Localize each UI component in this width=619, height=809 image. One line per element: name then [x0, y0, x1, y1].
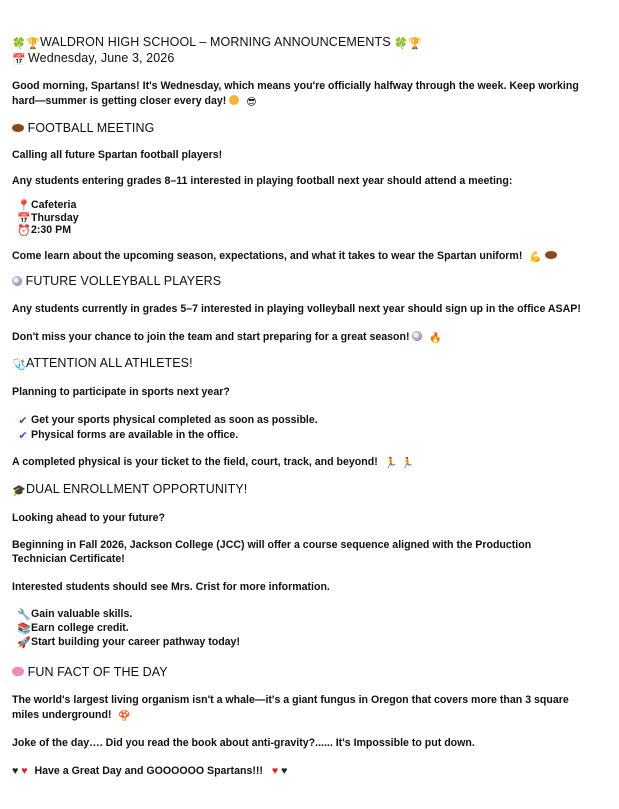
- football-info: Any students entering grades 8–11 interested in playing football next year should attend a meeting:: [12, 175, 513, 187]
- dual-item-text: Earn college credit.: [31, 622, 129, 634]
- black-heart-icon: ♥: [281, 765, 288, 777]
- funfact-line-2: [12, 708, 131, 724]
- funfact-heading-text: FUN FACT OF THE DAY: [27, 665, 168, 679]
- dual-heading-text: DUAL ENROLLMENT OPPORTUNITY!: [26, 482, 248, 496]
- trophy-icon: 🏆: [408, 38, 423, 50]
- clover-icon: 🍀: [394, 38, 409, 50]
- closing-text: Have a Great Day and GOOOOOO Spartans!!!: [34, 765, 263, 777]
- smiley-icon: [229, 95, 239, 105]
- check-icon: ✔: [18, 415, 28, 427]
- athletes-question: Planning to participate in sports next year?: [12, 386, 230, 398]
- funfact-line-1: The world's largest living organism isn't a whale—it's a giant fungus in Oregon that covers more than 3 square: [12, 694, 569, 706]
- football-icon: [12, 124, 24, 132]
- flexed-arm-icon: 💪: [529, 252, 542, 263]
- dual-info-2: Technician Certificate!: [12, 553, 125, 565]
- calendar-icon: 📅: [12, 54, 26, 66]
- page-date: Wednesday, June 3, 2026: [28, 51, 175, 65]
- runner-icon: 🏃: [384, 458, 398, 469]
- brain-icon: [12, 667, 24, 676]
- time-text: 2:30 PM: [31, 224, 72, 236]
- athletes-item-text: Get your sports physical completed as soon as possible.: [31, 414, 318, 426]
- dual-item-text: Start building your career pathway today!: [31, 636, 240, 648]
- joke-line: Joke of the day…. Did you read the book about anti-gravity?...... It's Impossible to put down.: [12, 737, 475, 749]
- football-closing: [12, 249, 557, 265]
- athletes-item-text: Physical forms are available in the office.: [31, 429, 239, 441]
- books-icon: 📚: [17, 623, 31, 635]
- dual-item: [17, 635, 240, 649]
- day-text: Thursday: [31, 212, 79, 224]
- athletes-heading-text: ATTENTION ALL ATHLETES!: [26, 356, 193, 370]
- red-heart-icon: ♥: [21, 765, 28, 777]
- mushroom-icon: 🍄: [118, 711, 131, 722]
- football-closing-text: Come learn about the upcoming season, expectations, and what it takes to wear the Spartan uniform!: [12, 250, 523, 262]
- clover-icon: 🍀: [12, 38, 26, 50]
- closing-line: [12, 764, 287, 778]
- football-time: [17, 223, 71, 237]
- volleyball-heading: [12, 274, 221, 288]
- pin-icon: 📍: [17, 200, 31, 212]
- intro-line-1: Good morning, Spartans! It's Wednesday, which means you're officially halfway through the week. Keep working: [12, 80, 579, 92]
- trophy-icon: 🏆: [26, 38, 40, 50]
- funfact-text: miles underground!: [12, 709, 112, 721]
- volleyball-closing: [12, 330, 442, 346]
- volleyball-heading-text: FUTURE VOLLEYBALL PLAYERS: [25, 274, 222, 288]
- graduation-cap-icon: 🎓: [12, 485, 26, 497]
- dual-item: [17, 607, 132, 621]
- football-location: [17, 198, 76, 212]
- volleyball-icon: [412, 331, 422, 341]
- athletes-closing-text: A completed physical is your ticket to the field, court, track, and beyond!: [12, 456, 378, 468]
- athletes-item: [17, 428, 238, 442]
- volleyball-closing-text: Don't miss your chance to join the team and start preparing for a great season!: [12, 331, 410, 343]
- sunglasses-icon: 😎: [246, 97, 257, 108]
- football-heading-text: FOOTBALL MEETING: [27, 121, 155, 135]
- dual-info-1: Beginning in Fall 2026, Jackson College (JCC) will offer a course sequence aligned with the Production: [12, 539, 532, 551]
- wrench-icon: 🔧: [17, 609, 31, 621]
- dual-item: [17, 621, 129, 635]
- header-date-line: [12, 51, 174, 66]
- location-text: Cafeteria: [31, 199, 77, 211]
- dual-item-text: Gain valuable skills.: [31, 608, 133, 620]
- football-call: Calling all future Spartan football players!: [12, 149, 223, 161]
- dual-heading: [12, 482, 247, 497]
- athletes-heading: [12, 356, 193, 371]
- football-icon: [545, 251, 557, 259]
- volleyball-icon: [12, 276, 22, 286]
- calendar-icon: 📅: [17, 213, 31, 225]
- stethoscope-icon: 🩺: [12, 359, 26, 371]
- fire-icon: 🔥: [429, 333, 442, 344]
- football-heading: [12, 121, 154, 135]
- athletes-item: [17, 413, 318, 427]
- funfact-heading: [12, 665, 168, 679]
- runner-icon: 🏃: [401, 458, 414, 469]
- intro-text: hard—summer is getting closer every day!: [12, 95, 227, 107]
- black-heart-icon: ♥: [12, 765, 19, 777]
- dual-question: Looking ahead to your future?: [12, 512, 166, 524]
- alarm-clock-icon: ⏰: [17, 225, 31, 237]
- volleyball-info: Any students currently in grades 5–7 interested in playing volleyball next year should sign up in the office ASAP!: [12, 303, 581, 315]
- dual-contact: Interested students should see Mrs. Crist for more information.: [12, 581, 330, 593]
- header-title-line: [12, 35, 422, 50]
- athletes-closing: [12, 455, 414, 471]
- check-icon: ✔: [18, 430, 28, 442]
- rocket-icon: 🚀: [17, 637, 31, 649]
- page-title: WALDRON HIGH SCHOOL – MORNING ANNOUNCEMENTS: [40, 35, 391, 49]
- intro-line-2: [12, 94, 257, 110]
- red-heart-icon: ♥: [271, 765, 279, 777]
